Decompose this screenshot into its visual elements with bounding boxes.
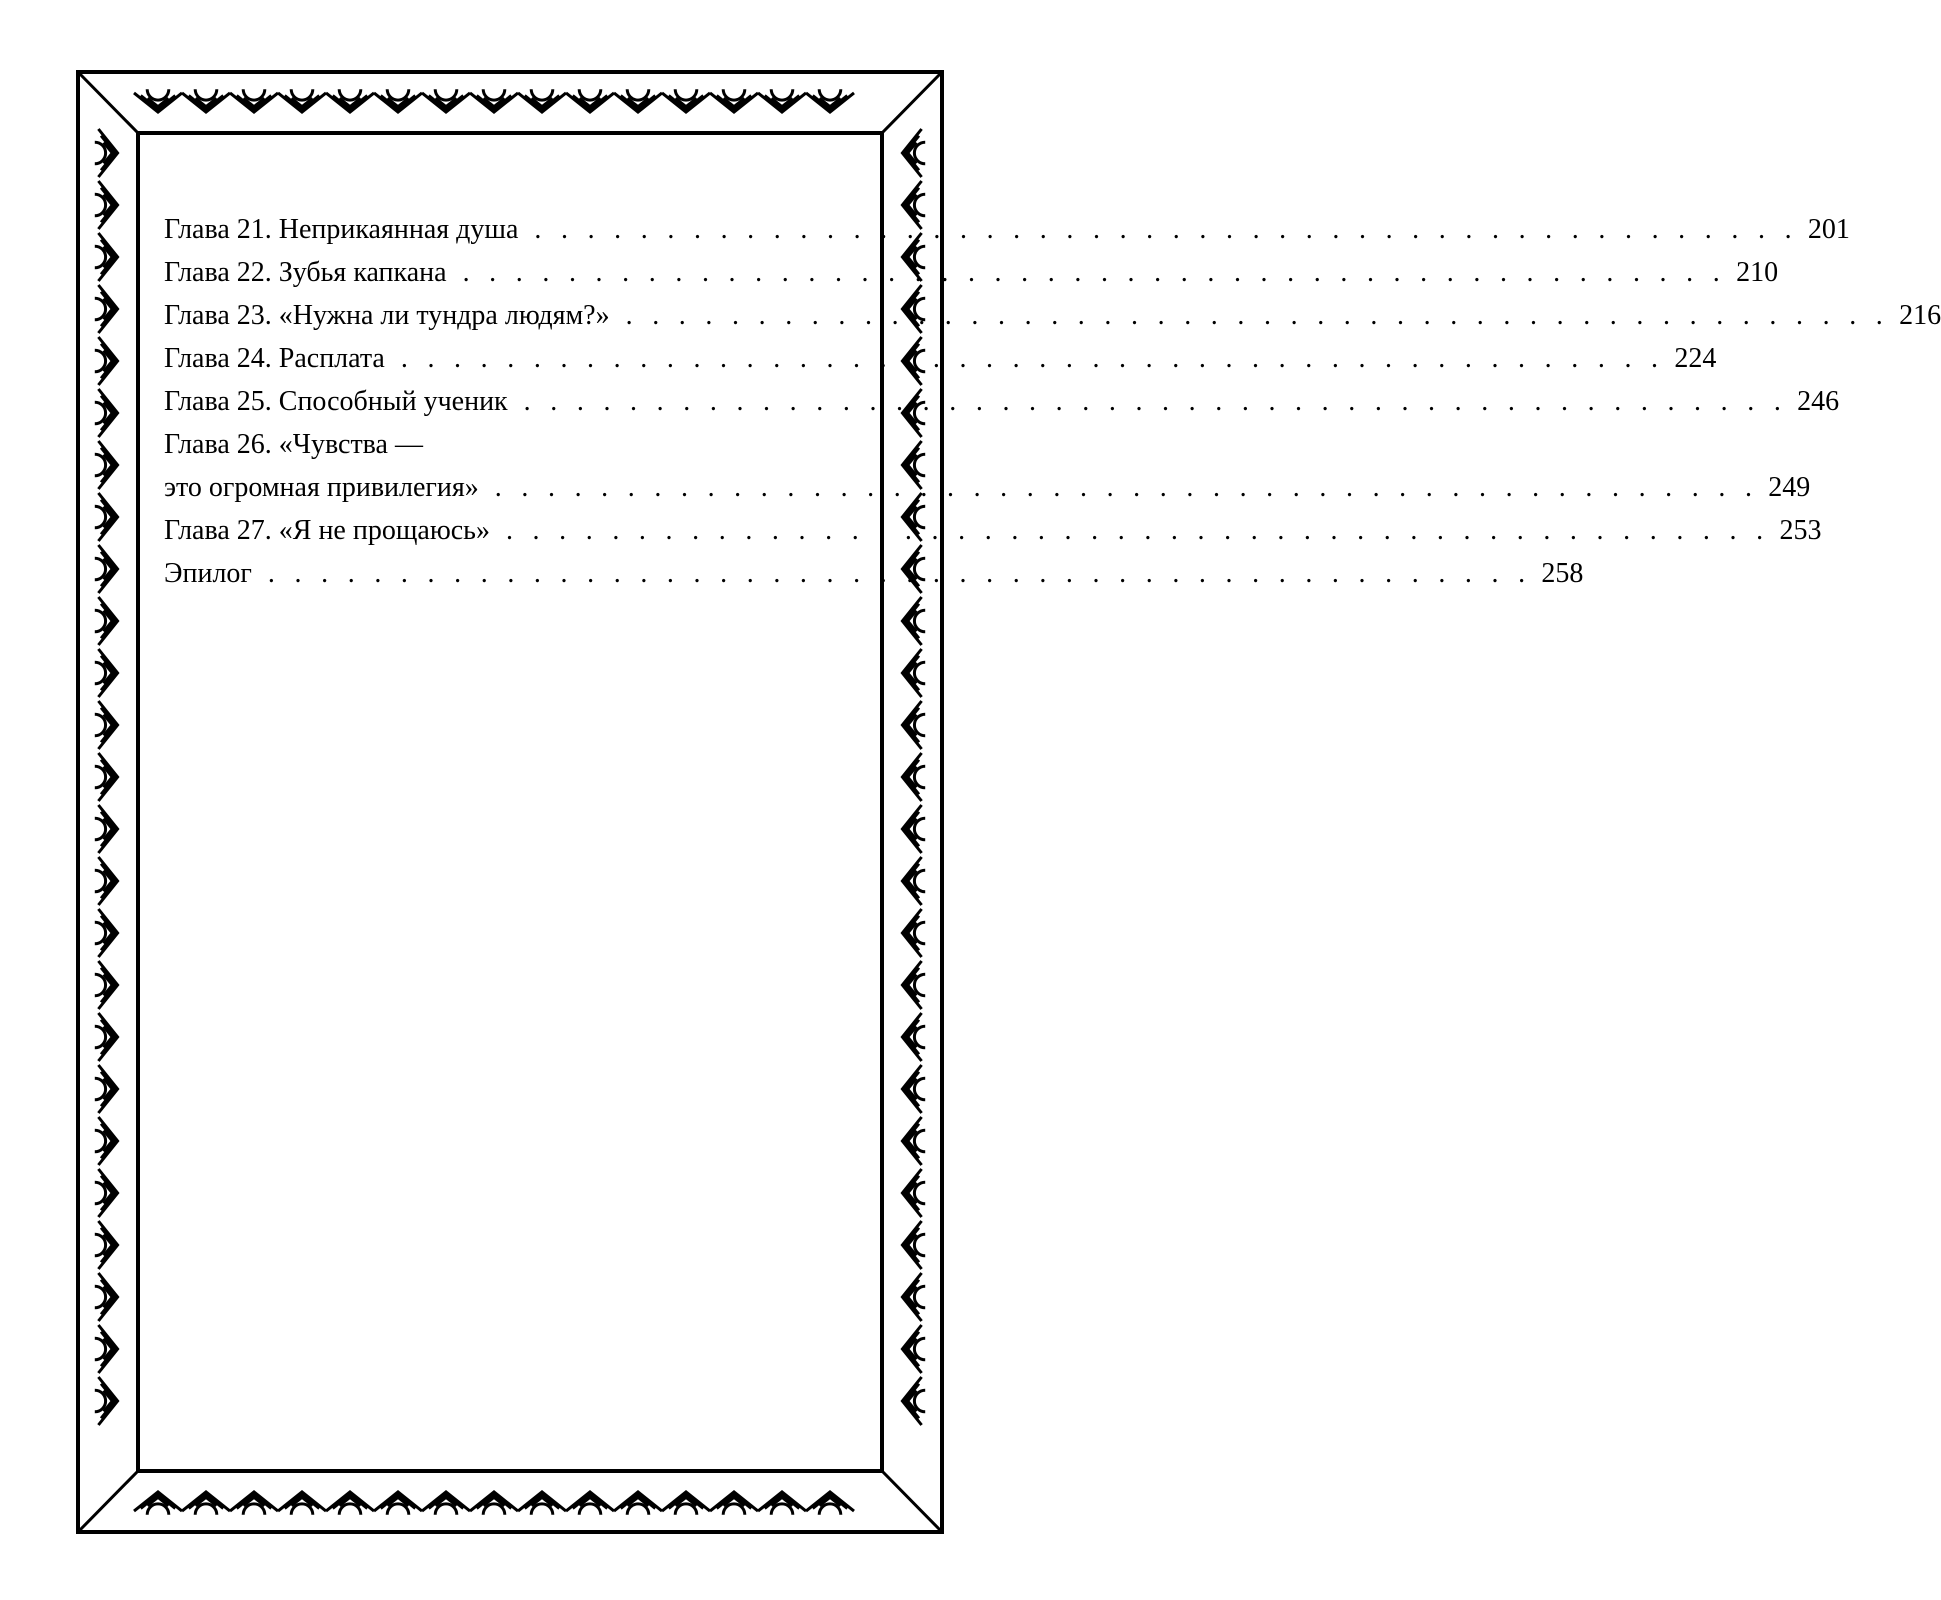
border-semicircle: [531, 89, 553, 100]
toc-entry-title-line-2: это огромная привилегия»: [164, 472, 479, 503]
border-corner-line: [78, 72, 138, 133]
border-semicircle: [339, 89, 361, 100]
border-semicircle: [95, 558, 106, 580]
border-semicircle: [723, 1504, 745, 1515]
border-semicircle: [387, 1504, 409, 1515]
border-semicircle: [195, 89, 217, 100]
border-semicircle: [914, 1182, 925, 1204]
toc-dot-leader: . . . . . . . . . . . . . . . . . . . . . . . . . . . . . . . . . . . . . . . . . . . . . . . .: [625, 300, 1890, 331]
border-semicircle: [95, 402, 106, 424]
border-semicircle: [914, 974, 925, 996]
border-semicircle: [95, 870, 106, 892]
border-semicircle: [147, 1504, 169, 1515]
toc-entry-page: 253: [1779, 515, 1822, 546]
border-semicircle: [291, 89, 313, 100]
border-semicircle: [95, 714, 106, 736]
toc-dot-leader: . . . . . . . . . . . . . . . . . . . . . . . . . . . . . . . . . . . . . . . . . . . . . . . .: [505, 515, 1770, 546]
toc-dot-leader: . . . . . . . . . . . . . . . . . . . . . . . . . . . . . . . . . . . . . . . . . . . . . . . .: [462, 257, 1727, 288]
border-semicircle: [914, 818, 925, 840]
border-semicircle: [387, 89, 409, 100]
toc-entry-title: Эпилог: [164, 558, 252, 589]
border-semicircle: [483, 1504, 505, 1515]
border-semicircle: [531, 1504, 553, 1515]
border-semicircle: [914, 662, 925, 684]
border-semicircle: [819, 1504, 841, 1515]
border-semicircle: [95, 1026, 106, 1048]
border-corner-line: [882, 72, 942, 133]
border-semicircle: [95, 1182, 106, 1204]
toc-dot-leader: . . . . . . . . . . . . . . . . . . . . . . . . . . . . . . . . . . . . . . . . . . . . . . . .: [400, 343, 1665, 374]
table-of-contents: [164, 208, 1941, 595]
toc-entry-page: 201: [1807, 214, 1850, 245]
toc-entry-chapter-22: [164, 251, 1779, 294]
border-semicircle: [95, 246, 106, 268]
toc-entry-title: Глава 23. «Нужна ли тундра людям?»: [164, 300, 610, 331]
border-semicircle: [914, 766, 925, 788]
toc-entry-chapter-21: [164, 208, 1850, 251]
border-semicircle: [95, 818, 106, 840]
toc-entry-chapter-24: [164, 337, 1717, 380]
border-semicircle: [95, 766, 106, 788]
border-semicircle: [675, 89, 697, 100]
border-semicircle: [95, 1286, 106, 1308]
toc-dot-leader: . . . . . . . . . . . . . . . . . . . . . . . . . . . . . . . . . . . . . . . . . . . . . . . .: [494, 472, 1759, 503]
border-semicircle: [627, 1504, 649, 1515]
border-semicircle: [627, 89, 649, 100]
border-semicircle: [147, 89, 169, 100]
toc-entry-title: Глава 27. «Я не прощаюсь»: [164, 515, 490, 546]
border-semicircle: [914, 1390, 925, 1412]
border-semicircle: [435, 1504, 457, 1515]
border-semicircle: [95, 662, 106, 684]
border-semicircle: [95, 298, 106, 320]
toc-entry-title-line-1: Глава 26. «Чувства —: [164, 429, 423, 460]
border-corner-line: [78, 1471, 138, 1532]
toc-entry-chapter-26: [164, 423, 1811, 509]
toc-entry-title: Глава 24. Расплата: [164, 343, 385, 374]
border-semicircle: [914, 1130, 925, 1152]
toc-entry-page: 216: [1899, 300, 1941, 331]
toc-entry-page: 224: [1674, 343, 1717, 374]
border-semicircle: [95, 1338, 106, 1360]
toc-entry-page: 246: [1797, 386, 1840, 417]
border-semicircle: [819, 89, 841, 100]
border-semicircle: [914, 922, 925, 944]
toc-entry-chapter-25: [164, 380, 1840, 423]
border-semicircle: [95, 1390, 106, 1412]
border-semicircle: [675, 1504, 697, 1515]
border-semicircle: [95, 1130, 106, 1152]
toc-dot-leader: . . . . . . . . . . . . . . . . . . . . . . . . . . . . . . . . . . . . . . . . . . . . . . . .: [534, 214, 1798, 245]
border-semicircle: [95, 610, 106, 632]
border-semicircle: [95, 506, 106, 528]
border-semicircle: [95, 1078, 106, 1100]
border-semicircle: [95, 922, 106, 944]
border-semicircle: [771, 89, 793, 100]
border-corner-line: [882, 1471, 942, 1532]
border-semicircle: [339, 1504, 361, 1515]
border-semicircle: [723, 89, 745, 100]
border-semicircle: [914, 870, 925, 892]
border-semicircle: [483, 89, 505, 100]
border-semicircle: [914, 610, 925, 632]
toc-entry-page: 210: [1736, 257, 1779, 288]
border-semicircle: [579, 89, 601, 100]
toc-dot-leader: . . . . . . . . . . . . . . . . . . . . . . . . . . . . . . . . . . . . . . . . . . . . . . . .: [523, 386, 1788, 417]
border-semicircle: [195, 1504, 217, 1515]
toc-entry-chapter-23: [164, 294, 1941, 337]
border-semicircle: [914, 1026, 925, 1048]
border-semicircle: [243, 1504, 265, 1515]
border-semicircle: [95, 974, 106, 996]
border-semicircle: [579, 1504, 601, 1515]
border-semicircle: [914, 1338, 925, 1360]
border-semicircle: [291, 1504, 313, 1515]
toc-entry-title: Глава 22. Зубья капкана: [164, 257, 447, 288]
border-semicircle: [435, 89, 457, 100]
border-semicircle: [914, 142, 925, 164]
border-semicircle: [95, 350, 106, 372]
border-semicircle: [771, 1504, 793, 1515]
toc-entry-epilogue: [164, 552, 1584, 595]
toc-dot-leader: . . . . . . . . . . . . . . . . . . . . . . . . . . . . . . . . . . . . . . . . . . . . . . . .: [267, 558, 1532, 589]
toc-entry-chapter-27: [164, 509, 1822, 552]
border-semicircle: [914, 1234, 925, 1256]
border-semicircle: [95, 454, 106, 476]
border-semicircle: [95, 1234, 106, 1256]
toc-entry-title: Глава 25. Способный ученик: [164, 386, 508, 417]
border-semicircle: [95, 142, 106, 164]
toc-entry-page: 258: [1541, 558, 1584, 589]
toc-entry-page: 249: [1768, 472, 1811, 503]
border-semicircle: [914, 1078, 925, 1100]
border-semicircle: [243, 89, 265, 100]
border-semicircle: [914, 1286, 925, 1308]
border-semicircle: [914, 714, 925, 736]
border-semicircle: [95, 194, 106, 216]
toc-entry-title: Глава 21. Неприкаянная душа: [164, 214, 519, 245]
